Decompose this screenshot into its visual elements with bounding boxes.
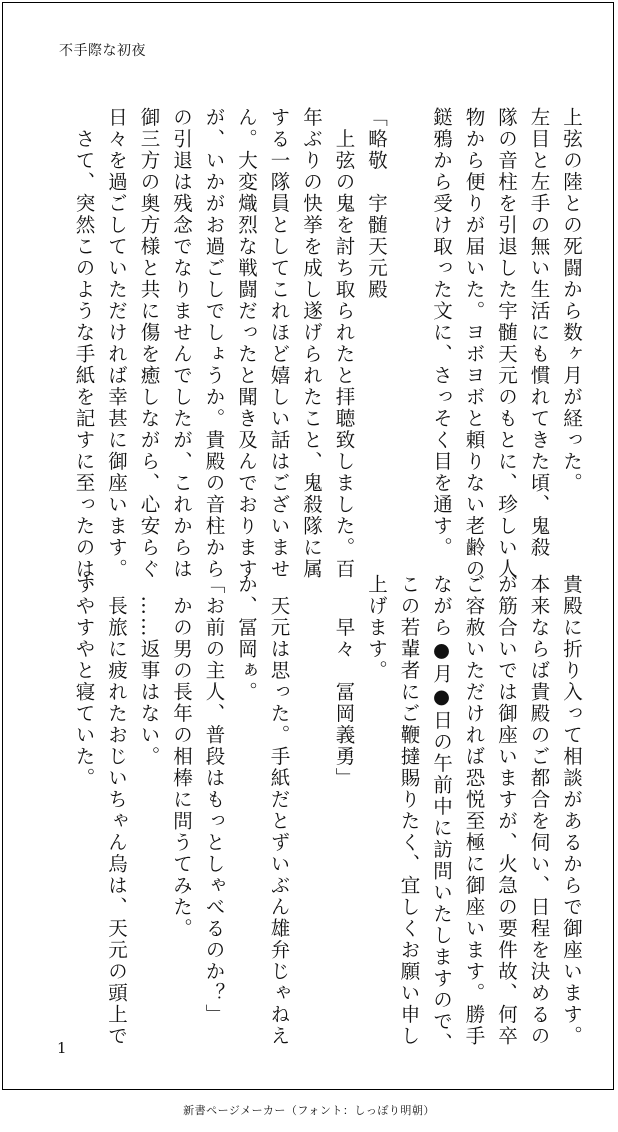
text-line: ……返事はない。 <box>137 574 161 768</box>
blank-line <box>392 107 425 527</box>
text-line: ご容赦いただければ恐悦至極に御座います。勝手 <box>462 574 486 1047</box>
lower-text-block <box>67 574 587 1054</box>
text-line: 隊の音柱を引退した宇髄天元のもとに、珍しい人 <box>495 107 518 580</box>
text-line: 上げます。 <box>365 574 388 682</box>
text-line: 日々を過ごしていただければ幸甚に御座います。 <box>105 107 128 580</box>
text-line: する一隊員としてこれほど嬉しい話はございませ <box>267 107 291 580</box>
text-line: 年ぶりの快挙を成し遂げられたこと、鬼殺隊に属 <box>300 107 323 580</box>
text-line: 上弦の鬼を討ち取られたと拝聴致しました。百 <box>332 107 356 580</box>
text-line: が、いかがお過ごしでしょうか。貴殿の音柱から <box>202 107 226 580</box>
text-line: が筋合いでは御座いますが、火急の要件故、何卒 <box>495 574 518 1047</box>
text-line: 「略敬 宇髄天元殿 <box>365 107 388 301</box>
text-line: 長旅に疲れたおじいちゃん烏は、天元の頭上で <box>105 574 128 1047</box>
page-number: 1 <box>57 1039 67 1057</box>
footer-caption: 新書ページメーカー（フォント：しっぽり明朝） <box>183 1104 435 1117</box>
text-line: ん。大変熾烈な戦闘だったと聞き及んでおります <box>235 107 258 580</box>
text-line: かの男の長年の相棒に問うてみた。 <box>170 574 193 940</box>
running-header-title: 不手際な初夜 <box>59 43 146 59</box>
text-line: 貴殿に折り入って相談があるからで御座います。 <box>560 574 583 1047</box>
blank-line <box>295 574 328 994</box>
text-line: 天元は思った。手紙だとずいぶん雄弁じゃねえ <box>267 574 291 1047</box>
text-line: 本来ならば貴殿のご都合を伺い、日程を決めるの <box>527 574 551 1047</box>
text-line: すやすやと寝ていた。 <box>72 574 96 789</box>
text-line: ながら●月●日の午前中に訪問いたしますので、 <box>430 574 453 1054</box>
text-line: 「お前の主人、普段はもっとしゃべるのか？」 <box>202 574 226 1026</box>
text-line: の引退は残念でなりませんでしたが、これからは <box>170 107 193 580</box>
text-line: 鎹鴉から受け取った文に、さっそく目を通す。 <box>430 107 453 559</box>
text-line: 上弦の陸との死闘から数ヶ月が経った。 <box>560 107 583 494</box>
text-line: か、冨岡ぁ。 <box>235 574 258 703</box>
book-page <box>2 2 614 1090</box>
text-line: 御三方の奥方様と共に傷を癒しながら、心安らぐ <box>137 107 161 580</box>
text-line: 早々 冨岡義勇」 <box>332 574 356 789</box>
upper-text-block <box>67 107 587 602</box>
text-line: 左目と左手の無い生活にも慣れてきた頃、鬼殺 <box>527 107 551 559</box>
text-line: 物から便りが届いた。ヨボヨボと頼りない老齢の <box>462 107 486 580</box>
text-line: この若輩者にご鞭撻賜りたく、宜しくお願い申し <box>397 574 421 1047</box>
text-line: さて、突然このような手紙を記すに至ったのは、 <box>72 107 96 602</box>
